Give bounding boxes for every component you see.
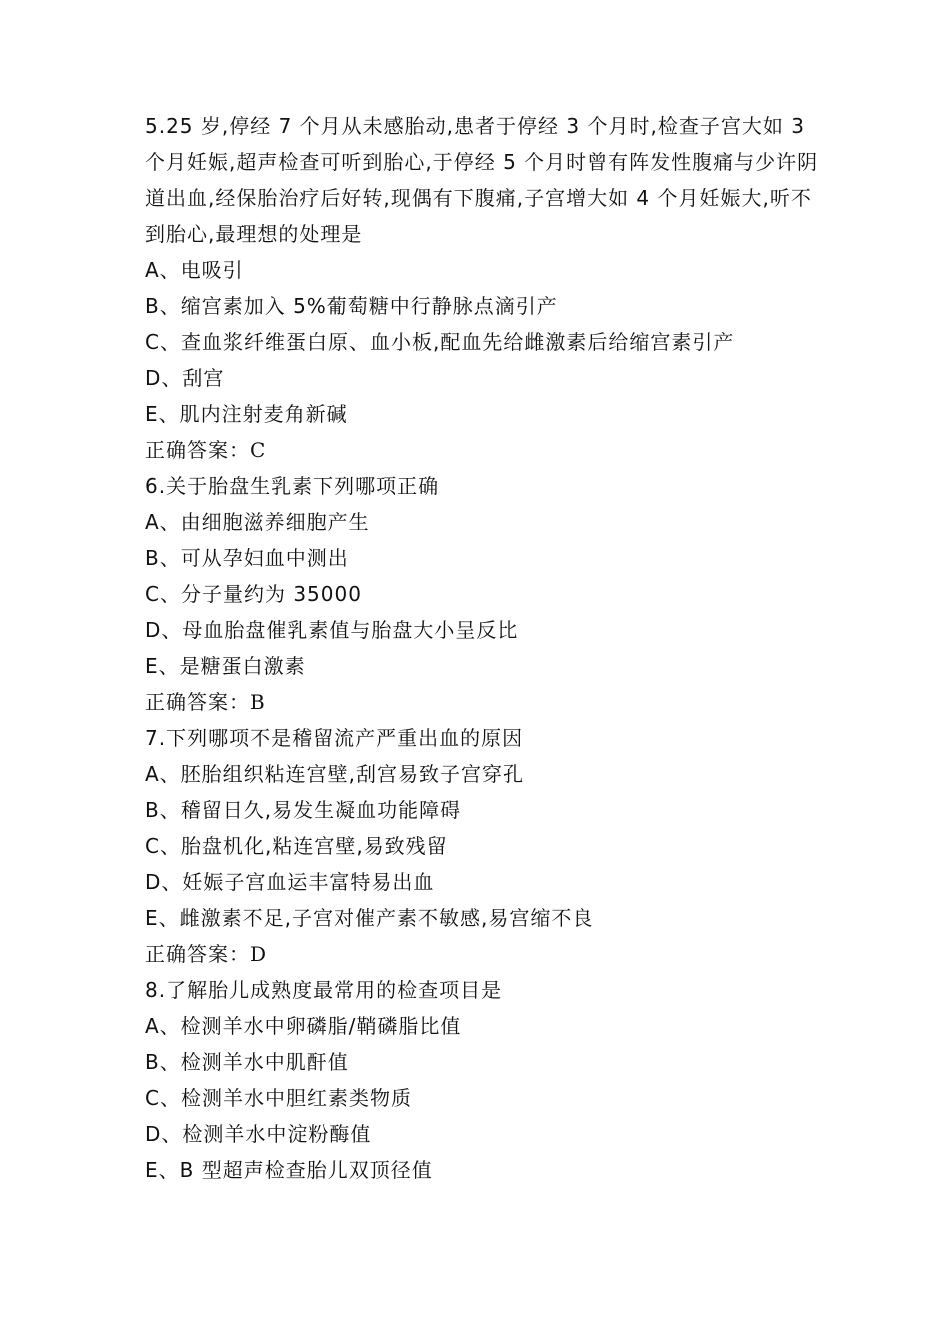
question-stem: 8.了解胎儿成熟度最常用的检查项目是 bbox=[145, 978, 503, 1002]
option-d: D、检测羊水中淀粉酶值 bbox=[145, 1122, 372, 1146]
question-stem: 5.25 岁,停经 7 个月从未感胎动,患者于停经 3 个月时,检查子宫大如 3 个月妊娠,超声检查可听到胎心,于停经 5 个月时曾有阵发性腹痛与少许阴道出血,经保胎治疗后好转,现偶有下腹痛,子宫增大如 4 个月妊娠大,听不到胎心,最理想的处理是 bbox=[145, 114, 819, 246]
option-d: D、刮宫 bbox=[145, 366, 225, 390]
option-b: B、缩宫素加入 5%葡萄糖中行静脉点滴引产 bbox=[145, 294, 558, 318]
correct-answer: 正确答案：D bbox=[145, 942, 268, 966]
option-b: B、稽留日久,易发生凝血功能障碍 bbox=[145, 798, 462, 822]
option-c: C、分子量约为 35000 bbox=[145, 582, 362, 606]
option-d: D、母血胎盘催乳素值与胎盘大小呈反比 bbox=[145, 618, 519, 642]
option-b: B、可从孕妇血中测出 bbox=[145, 546, 349, 570]
option-d: D、妊娠子宫血运丰富特易出血 bbox=[145, 870, 435, 894]
question-block bbox=[145, 720, 825, 972]
option-c: C、检测羊水中胆红素类物质 bbox=[145, 1086, 412, 1110]
question-stem: 7.下列哪项不是稽留流产严重出血的原因 bbox=[145, 726, 524, 750]
option-e: E、雌激素不足,子宫对催产素不敏感,易宫缩不良 bbox=[145, 906, 594, 930]
question-block bbox=[145, 972, 825, 1188]
option-a: A、检测羊水中卵磷脂/鞘磷脂比值 bbox=[145, 1014, 462, 1038]
option-a: A、电吸引 bbox=[145, 258, 244, 282]
question-stem: 6.关于胎盘生乳素下列哪项正确 bbox=[145, 474, 440, 498]
option-c: C、胎盘机化,粘连宫壁,易致残留 bbox=[145, 834, 448, 858]
option-e: E、是糖蛋白激素 bbox=[145, 654, 306, 678]
question-block bbox=[145, 468, 825, 720]
correct-answer: 正确答案：C bbox=[145, 438, 267, 462]
option-a: A、胚胎组织粘连宫壁,刮宫易致子宫穿孔 bbox=[145, 762, 525, 786]
option-e: E、B 型超声检查胎儿双顶径值 bbox=[145, 1158, 433, 1182]
correct-answer: 正确答案：B bbox=[145, 690, 266, 714]
option-b: B、检测羊水中肌酐值 bbox=[145, 1050, 349, 1074]
option-c: C、查血浆纤维蛋白原、血小板,配血先给雌激素后给缩宫素引产 bbox=[145, 330, 735, 354]
option-e: E、肌内注射麦角新碱 bbox=[145, 402, 348, 426]
document-page bbox=[145, 108, 825, 1188]
option-a: A、由细胞滋养细胞产生 bbox=[145, 510, 370, 534]
question-block bbox=[145, 108, 825, 468]
